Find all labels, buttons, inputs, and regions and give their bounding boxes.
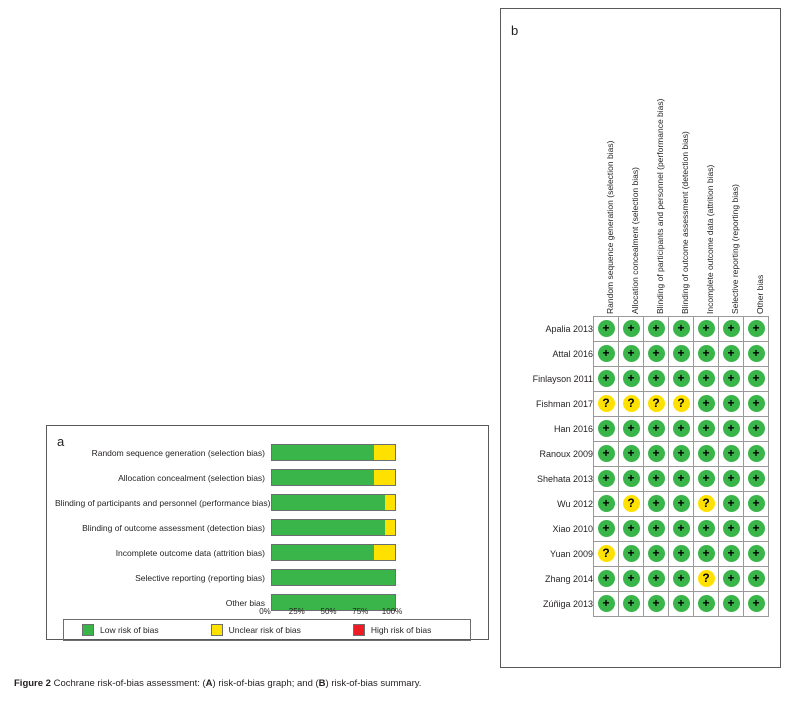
summary-judgement-cell xyxy=(669,492,694,517)
legend-label: High risk of bias xyxy=(370,625,432,635)
summary-table-wrapper xyxy=(509,51,769,617)
summary-judgement-cell xyxy=(694,417,719,442)
risk-of-bias-summary-table xyxy=(509,51,769,617)
judgement-low-icon: + xyxy=(723,370,740,387)
summary-judgement-cell xyxy=(719,317,744,342)
summary-judgement-cell xyxy=(719,567,744,592)
summary-judgement-cell xyxy=(644,317,669,342)
table-row xyxy=(509,567,769,592)
summary-judgement-cell xyxy=(694,342,719,367)
judgement-low-icon: + xyxy=(698,520,715,537)
judgement-low-icon: + xyxy=(723,445,740,462)
summary-judgement-cell xyxy=(744,592,769,617)
summary-judgement-cell xyxy=(694,442,719,467)
summary-column-header-label: Incomplete outcome data (attrition bias) xyxy=(705,164,715,314)
judgement-low-icon: + xyxy=(648,420,665,437)
graph-bar-segment xyxy=(385,495,395,510)
summary-judgement-cell xyxy=(744,467,769,492)
judgement-low-icon: + xyxy=(748,520,765,537)
judgement-low-icon: + xyxy=(623,445,640,462)
summary-judgement-cell xyxy=(744,417,769,442)
risk-of-bias-graph-panel xyxy=(46,425,489,640)
summary-judgement-cell xyxy=(594,567,619,592)
table-row xyxy=(509,467,769,492)
table-row xyxy=(509,317,769,342)
judgement-low-icon: + xyxy=(723,545,740,562)
summary-judgement-cell xyxy=(669,567,694,592)
graph-row-label: Allocation concealment (selection bias) xyxy=(118,472,265,483)
judgement-low-icon: + xyxy=(748,470,765,487)
panel-b-label: b xyxy=(511,23,519,38)
judgement-low-icon: + xyxy=(648,445,665,462)
graph-stacked-bar xyxy=(271,569,396,586)
graph-bar-segment xyxy=(272,495,385,510)
summary-judgement-cell xyxy=(619,517,644,542)
summary-judgement-cell xyxy=(644,417,669,442)
graph-row-label: Incomplete outcome data (attrition bias) xyxy=(115,547,265,558)
summary-judgement-cell xyxy=(594,517,619,542)
judgement-unclear-icon: ? xyxy=(673,395,690,412)
judgement-low-icon: + xyxy=(598,320,615,337)
summary-judgement-cell xyxy=(619,492,644,517)
graph-row-label: Other bias xyxy=(225,597,265,608)
summary-judgement-cell xyxy=(744,392,769,417)
judgement-low-icon: + xyxy=(648,570,665,587)
table-row xyxy=(509,442,769,467)
caption-text-3: ) risk-of-bias summary. xyxy=(325,678,422,689)
legend-label: Unclear risk of bias xyxy=(228,625,301,635)
summary-judgement-cell xyxy=(594,392,619,417)
judgement-low-icon: + xyxy=(723,470,740,487)
summary-judgement-cell xyxy=(719,392,744,417)
summary-judgement-cell xyxy=(719,467,744,492)
table-row xyxy=(509,392,769,417)
graph-bar-segment xyxy=(272,545,374,560)
summary-judgement-cell xyxy=(594,467,619,492)
summary-judgement-cell xyxy=(644,517,669,542)
summary-study-label: Apalia 2013 xyxy=(545,324,593,334)
judgement-low-icon: + xyxy=(598,370,615,387)
summary-judgement-cell xyxy=(694,392,719,417)
summary-study-label: Attal 2016 xyxy=(552,349,593,359)
judgement-low-icon: + xyxy=(623,470,640,487)
judgement-low-icon: + xyxy=(648,545,665,562)
graph-bar-segment xyxy=(374,445,395,460)
summary-column-header xyxy=(644,51,669,317)
summary-column-header xyxy=(669,51,694,317)
axis-tick-label: 0% xyxy=(259,607,271,616)
judgement-low-icon: + xyxy=(748,570,765,587)
summary-judgement-cell xyxy=(694,517,719,542)
graph-stacked-bar xyxy=(271,544,396,561)
judgement-low-icon: + xyxy=(648,495,665,512)
graph-bar-segment xyxy=(272,570,395,585)
judgement-low-icon: + xyxy=(623,520,640,537)
table-row xyxy=(509,517,769,542)
summary-judgement-cell xyxy=(619,542,644,567)
summary-judgement-cell xyxy=(644,492,669,517)
summary-judgement-cell xyxy=(669,392,694,417)
table-row xyxy=(509,592,769,617)
judgement-low-icon: + xyxy=(698,370,715,387)
judgement-low-icon: + xyxy=(598,445,615,462)
summary-judgement-cell xyxy=(719,542,744,567)
judgement-low-icon: + xyxy=(698,420,715,437)
summary-judgement-cell xyxy=(594,317,619,342)
graph-bar-segment xyxy=(272,445,374,460)
summary-table-head xyxy=(509,51,769,317)
judgement-low-icon: + xyxy=(723,420,740,437)
judgement-low-icon: + xyxy=(598,595,615,612)
judgement-low-icon: + xyxy=(673,470,690,487)
caption-figure-number: Figure 2 xyxy=(14,678,54,689)
summary-judgement-cell xyxy=(619,317,644,342)
summary-judgement-cell xyxy=(669,467,694,492)
summary-judgement-cell xyxy=(694,367,719,392)
judgement-low-icon: + xyxy=(648,320,665,337)
summary-judgement-cell xyxy=(694,592,719,617)
judgement-unclear-icon: ? xyxy=(698,495,715,512)
graph-stacked-bar xyxy=(271,469,396,486)
summary-judgement-cell xyxy=(719,492,744,517)
caption-bold-a: A xyxy=(205,678,213,689)
figure-caption xyxy=(14,678,774,689)
summary-judgement-cell xyxy=(719,342,744,367)
summary-column-header xyxy=(719,51,744,317)
summary-judgement-cell xyxy=(744,492,769,517)
summary-study-label: Zúñiga 2013 xyxy=(542,599,593,609)
summary-study-label: Fishman 2017 xyxy=(535,399,593,409)
graph-stacked-bar xyxy=(271,494,396,511)
summary-judgement-cell xyxy=(644,567,669,592)
graph-row xyxy=(55,515,480,540)
summary-column-header-label: Other bias xyxy=(755,274,765,314)
legend-swatch xyxy=(211,624,223,636)
judgement-low-icon: + xyxy=(748,395,765,412)
summary-judgement-cell xyxy=(594,492,619,517)
judgement-low-icon: + xyxy=(648,345,665,362)
table-row xyxy=(509,342,769,367)
graph-row-label: Blinding of participants and personnel (performance bias) xyxy=(55,497,271,508)
axis-tick-label: 100% xyxy=(381,607,403,616)
summary-judgement-cell xyxy=(719,417,744,442)
summary-judgement-cell xyxy=(694,467,719,492)
summary-judgement-cell xyxy=(719,367,744,392)
judgement-low-icon: + xyxy=(673,345,690,362)
judgement-low-icon: + xyxy=(673,570,690,587)
summary-judgement-cell xyxy=(619,442,644,467)
graph-stacked-bar xyxy=(271,519,396,536)
summary-column-header-label: Allocation concealment (selection bias) xyxy=(630,167,640,314)
summary-judgement-cell xyxy=(744,342,769,367)
graph-row xyxy=(55,465,480,490)
summary-judgement-cell xyxy=(594,367,619,392)
judgement-low-icon: + xyxy=(723,395,740,412)
table-row xyxy=(509,492,769,517)
axis-tick-label: 75% xyxy=(352,607,369,616)
table-row xyxy=(509,542,769,567)
summary-judgement-cell xyxy=(669,342,694,367)
summary-column-header xyxy=(694,51,719,317)
judgement-low-icon: + xyxy=(723,320,740,337)
judgement-low-icon: + xyxy=(623,545,640,562)
summary-column-header-label: Blinding of outcome assessment (detection bias) xyxy=(680,131,690,314)
summary-judgement-cell xyxy=(594,417,619,442)
judgement-low-icon: + xyxy=(598,345,615,362)
graph-row-label: Random sequence generation (selection bias) xyxy=(91,447,265,458)
judgement-low-icon: + xyxy=(673,445,690,462)
graph-row xyxy=(55,440,480,465)
judgement-low-icon: + xyxy=(748,320,765,337)
summary-column-header-label: Random sequence generation (selection bias) xyxy=(605,140,615,314)
legend-swatch xyxy=(353,624,365,636)
graph-row-label: Blinding of outcome assessment (detection bias) xyxy=(82,522,265,533)
table-row xyxy=(509,367,769,392)
judgement-low-icon: + xyxy=(723,345,740,362)
judgement-low-icon: + xyxy=(748,445,765,462)
summary-judgement-cell xyxy=(594,542,619,567)
graph-bar-segment xyxy=(272,520,385,535)
judgement-low-icon: + xyxy=(623,595,640,612)
judgement-low-icon: + xyxy=(623,420,640,437)
judgement-unclear-icon: ? xyxy=(623,395,640,412)
axis-tick-label: 25% xyxy=(288,607,305,616)
summary-column-header xyxy=(744,51,769,317)
summary-judgement-cell xyxy=(644,467,669,492)
summary-judgement-cell xyxy=(669,442,694,467)
judgement-low-icon: + xyxy=(673,420,690,437)
judgement-low-icon: + xyxy=(748,495,765,512)
judgement-low-icon: + xyxy=(723,495,740,512)
judgement-low-icon: + xyxy=(698,395,715,412)
judgement-low-icon: + xyxy=(598,520,615,537)
legend-item xyxy=(353,624,431,636)
summary-judgement-cell xyxy=(644,367,669,392)
summary-judgement-cell xyxy=(744,367,769,392)
summary-study-label: Zhang 2014 xyxy=(544,574,593,584)
judgement-low-icon: + xyxy=(598,495,615,512)
summary-judgement-cell xyxy=(719,442,744,467)
legend-swatch xyxy=(82,624,94,636)
summary-judgement-cell xyxy=(619,467,644,492)
judgement-low-icon: + xyxy=(623,570,640,587)
summary-judgement-cell xyxy=(644,442,669,467)
summary-column-header xyxy=(594,51,619,317)
judgement-unclear-icon: ? xyxy=(623,495,640,512)
summary-judgement-cell xyxy=(619,342,644,367)
judgement-low-icon: + xyxy=(748,370,765,387)
graph-row xyxy=(55,565,480,590)
summary-table-body xyxy=(509,317,769,617)
judgement-low-icon: + xyxy=(698,595,715,612)
summary-judgement-cell xyxy=(619,417,644,442)
judgement-low-icon: + xyxy=(673,595,690,612)
summary-study-label: Han 2016 xyxy=(553,424,593,434)
summary-judgement-cell xyxy=(644,392,669,417)
axis-tick-label: 50% xyxy=(320,607,337,616)
summary-judgement-cell xyxy=(694,492,719,517)
judgement-low-icon: + xyxy=(723,595,740,612)
summary-judgement-cell xyxy=(669,517,694,542)
summary-judgement-cell xyxy=(744,517,769,542)
caption-bold-b: B xyxy=(318,678,326,689)
graph-bar-segment xyxy=(374,470,395,485)
summary-column-header xyxy=(619,51,644,317)
summary-judgement-cell xyxy=(669,367,694,392)
summary-study-label: Shehata 2013 xyxy=(536,474,593,484)
judgement-low-icon: + xyxy=(723,570,740,587)
judgement-low-icon: + xyxy=(673,370,690,387)
summary-judgement-cell xyxy=(644,592,669,617)
summary-judgement-cell xyxy=(744,567,769,592)
judgement-low-icon: + xyxy=(598,470,615,487)
summary-judgement-cell xyxy=(594,442,619,467)
judgement-low-icon: + xyxy=(698,445,715,462)
graph-bar-segment xyxy=(272,470,374,485)
judgement-low-icon: + xyxy=(673,320,690,337)
summary-study-label: Finlayson 2011 xyxy=(532,374,593,384)
summary-header-row xyxy=(509,51,769,317)
judgement-low-icon: + xyxy=(723,520,740,537)
judgement-unclear-icon: ? xyxy=(598,395,615,412)
graph-row xyxy=(55,490,480,515)
summary-judgement-cell xyxy=(669,542,694,567)
risk-of-bias-graph-rows xyxy=(55,440,480,615)
summary-study-label: Ranoux 2009 xyxy=(539,449,593,459)
judgement-low-icon: + xyxy=(648,595,665,612)
summary-column-header-label: Blinding of participants and personnel (performance bias) xyxy=(655,98,665,314)
judgement-low-icon: + xyxy=(623,345,640,362)
judgement-unclear-icon: ? xyxy=(648,395,665,412)
graph-row xyxy=(55,540,480,565)
summary-judgement-cell xyxy=(669,417,694,442)
summary-judgement-cell xyxy=(619,567,644,592)
judgement-low-icon: + xyxy=(673,520,690,537)
judgement-unclear-icon: ? xyxy=(698,570,715,587)
graph-bar-segment xyxy=(385,520,395,535)
graph-bar-segment xyxy=(374,545,395,560)
judgement-low-icon: + xyxy=(673,545,690,562)
panel-a-label: a xyxy=(57,434,65,449)
judgement-low-icon: + xyxy=(623,320,640,337)
summary-study-label: Yuan 2009 xyxy=(549,549,593,559)
summary-judgement-cell xyxy=(594,592,619,617)
graph-row-label: Selective reporting (reporting bias) xyxy=(135,572,265,583)
summary-corner-cell xyxy=(509,51,594,317)
summary-study-label: Wu 2012 xyxy=(557,499,593,509)
graph-legend-box xyxy=(63,619,471,641)
judgement-low-icon: + xyxy=(698,545,715,562)
summary-judgement-cell xyxy=(694,567,719,592)
summary-column-header-label: Selective reporting (reporting bias) xyxy=(730,184,740,314)
judgement-low-icon: + xyxy=(698,345,715,362)
judgement-low-icon: + xyxy=(698,320,715,337)
summary-judgement-cell xyxy=(719,592,744,617)
judgement-low-icon: + xyxy=(648,520,665,537)
summary-judgement-cell xyxy=(619,392,644,417)
summary-judgement-cell xyxy=(694,317,719,342)
summary-judgement-cell xyxy=(644,542,669,567)
judgement-low-icon: + xyxy=(673,495,690,512)
caption-text-1: Cochrane risk-of-bias assessment: ( xyxy=(53,678,206,689)
graph-stacked-bar xyxy=(271,444,396,461)
judgement-low-icon: + xyxy=(748,545,765,562)
judgement-low-icon: + xyxy=(748,420,765,437)
summary-judgement-cell xyxy=(644,342,669,367)
judgement-low-icon: + xyxy=(698,470,715,487)
caption-text-2: ) risk-of-bias graph; and ( xyxy=(212,678,319,689)
summary-judgement-cell xyxy=(619,592,644,617)
summary-judgement-cell xyxy=(719,517,744,542)
summary-judgement-cell xyxy=(694,542,719,567)
summary-judgement-cell xyxy=(619,367,644,392)
judgement-low-icon: + xyxy=(748,595,765,612)
summary-judgement-cell xyxy=(669,317,694,342)
risk-of-bias-summary-panel xyxy=(500,8,781,668)
judgement-low-icon: + xyxy=(648,370,665,387)
judgement-low-icon: + xyxy=(598,570,615,587)
legend-label: Low risk of bias xyxy=(100,625,159,635)
legend-item xyxy=(82,624,159,636)
table-row xyxy=(509,417,769,442)
summary-judgement-cell xyxy=(744,317,769,342)
judgement-low-icon: + xyxy=(748,345,765,362)
summary-judgement-cell xyxy=(594,342,619,367)
judgement-low-icon: + xyxy=(648,470,665,487)
judgement-low-icon: + xyxy=(598,420,615,437)
judgement-unclear-icon: ? xyxy=(598,545,615,562)
summary-judgement-cell xyxy=(744,542,769,567)
summary-judgement-cell xyxy=(669,592,694,617)
legend-item xyxy=(211,624,301,636)
judgement-low-icon: + xyxy=(623,370,640,387)
summary-study-label: Xiao 2010 xyxy=(552,524,593,534)
summary-judgement-cell xyxy=(744,442,769,467)
